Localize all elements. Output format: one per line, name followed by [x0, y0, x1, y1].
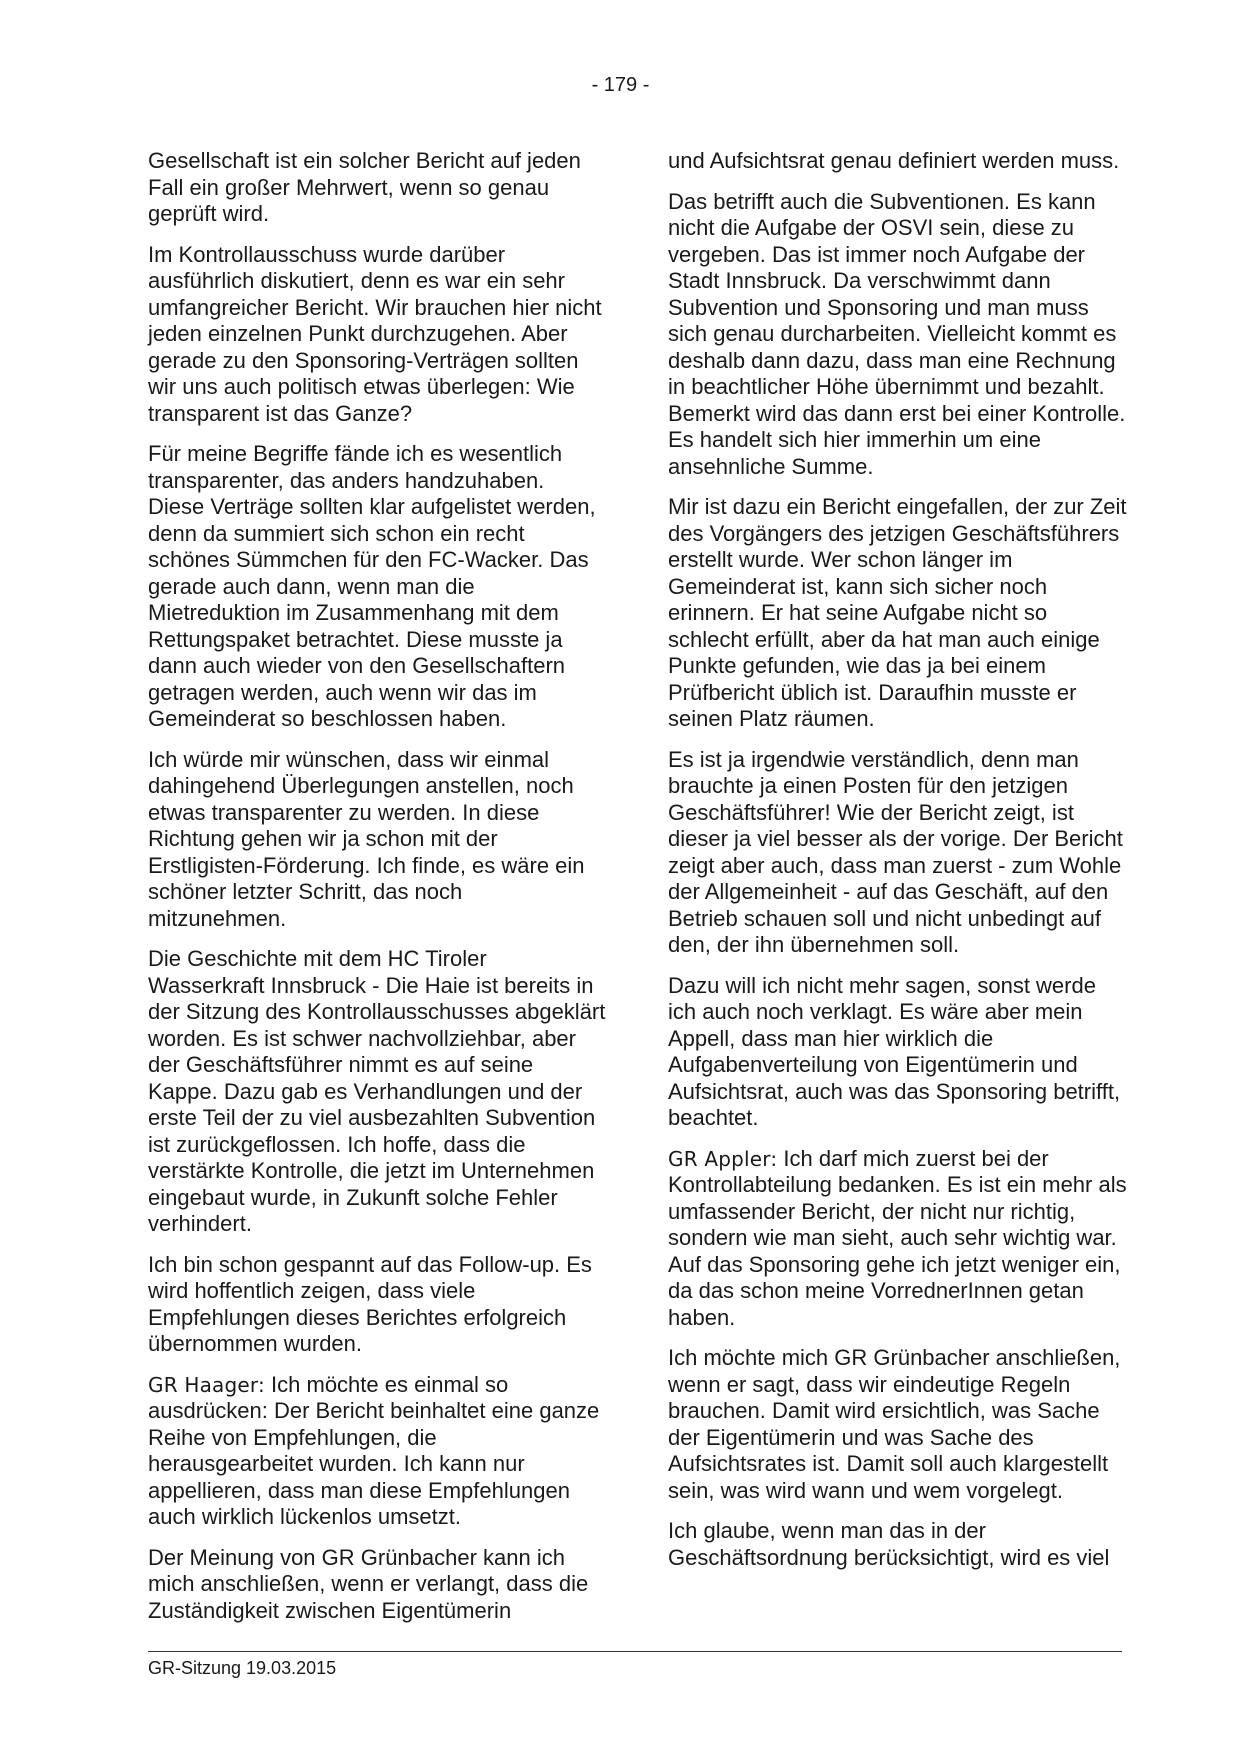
paragraph: Dazu will ich nicht mehr sagen, sonst werde ich auch noch verklagt. Es wäre aber mein Appell, dass man hier wirklich die Aufgabenverteilung von Eigentümerin und Aufsichtsrat, auch was das Sponsoring betrifft, beachtet. [668, 972, 1121, 1130]
speech-text: Ich darf mich zuerst bei der Kontrollabteilung bedanken. Es ist ein mehr als umfassender Bericht, der nicht nur richtig, sondern wie man sieht, auch sehr wichtig war. Auf das Sponsoring gehe ich jetzt weniger ein, da das schon meine VorrednerInnen getan haben. [668, 1145, 1127, 1330]
paragraph: Der Meinung von GR Grünbacher kann ich mich anschließen, wenn er verlangt, dass die Zuständigkeit zwischen Eigentümerin [148, 1544, 589, 1623]
footer: GR-Sitzung 19.03.2015 [148, 1658, 337, 1678]
footer-divider [148, 1651, 1122, 1652]
paragraph: Für meine Begriffe fände ich es wesentlich transparenter, das anders handzuhaben. Diese Verträge sollten klar aufgelistet werden, denn da summiert sich schon ein recht schönes Sümmchen für den FC-Wacker. Das gerade auch dann, wenn man die Mietreduktion im Zusammenhang mit dem Rettungspaket betrachtet. Diese musste ja dann auch wieder von den Gesellschaftern getragen werden, auch wenn wir das im Gemeinderat so beschlossen haben. [148, 441, 596, 731]
paragraph: Mir ist dazu ein Bericht eingefallen, der zur Zeit des Vorgängers des jetzigen Geschäftsführers erstellt wurde. Wer schon länger im Gemeinderat ist, kann sich sicher noch erinnern. Er hat seine Aufgabe nicht so schlecht erfüllt, aber da hat man auch einige Punkte gefunden, wie das ja bei einem Prüfbericht üblich ist. Daraufhin musste er seinen Platz räumen. [668, 494, 1127, 731]
paragraph: und Aufsichtsrat genau definiert werden muss. [668, 148, 1120, 173]
speech-text: Ich möchte es einmal so ausdrücken: Der Bericht beinhaltet eine ganze Reihe von Empfehlungen, die herausgearbeitet wurden. Ich kann nur appellieren, dass man diese Empfehlungen auch wirklich lückenlos umsetzt. [148, 1371, 600, 1529]
paragraph: Das betrifft auch die Subventionen. Es kann nicht die Aufgabe der OSVI sein, diese zu vergeben. Das ist immer noch Aufgabe der Stadt Innsbruck. Da verschwimmt dann Subvention und Sponsoring und man muss sich genau durcharbeiten. Vielleicht kommt es deshalb dann dazu, dass man eine Rechnung in beachtlicher Höhe übernimmt und bezahlt. Bemerkt wird das dann erst bei einer Kontrolle. Es handelt sich hier immerhin um eine ansehnliche Summe. [668, 188, 1126, 479]
paragraph: Gesellschaft ist ein solcher Bericht auf jeden Fall ein großer Mehrwert, wenn so genau geprüft wird. [148, 148, 581, 226]
paragraph: Die Geschichte mit dem HC Tiroler Wasserkraft Innsbruck - Die Haie ist bereits in der Sitzung des Kontrollausschusses abgeklärt worden. Es ist schwer nachvollziehbar, aber der Geschäftsführer nimmt es auf seine Kappe. Dazu gab es Verhandlungen und der erste Teil der zu viel ausbezahlten Subvention ist zurückgeflossen. Ich hoffe, dass die verstärkte Kontrolle, die jetzt im Unternehmen eingebaut wurde, in Zukunft solche Fehler verhindert. [148, 946, 606, 1236]
page-number: - 179 - [591, 74, 650, 96]
right-column [668, 148, 1130, 1585]
paragraph: Ich möchte mich GR Grünbacher anschließen, wenn er sagt, dass wir eindeutige Regeln brauchen. Damit wird ersichtlich, was Sache der Eigentümerin und was Sache des Aufsichtsrates ist. Damit soll auch klargestellt sein, was wird wann und wem vorgelegt. [668, 1345, 1121, 1503]
paragraph: Ich bin schon gespannt auf das Follow-up. Es wird hoffentlich zeigen, dass viele Empfehlungen dieses Berichtes erfolgreich übernommen wurden. [148, 1251, 592, 1356]
paragraph: Es ist ja irgendwie verständlich, denn man brauchte ja einen Posten für den jetzigen Geschäftsführer! Wie der Bericht zeigt, ist dieser ja viel besser als der vorige. Der Bericht zeigt aber auch, dass man zuerst - zum Wohle der Allgemeinheit - auf das Geschäft, auf den Betrieb schauen soll und nicht unbedingt auf den, der ihn übernehmen soll. [668, 746, 1123, 957]
paragraph: Ich würde mir wünschen, dass wir einmal dahingehend Überlegungen anstellen, noch etwas transparenter zu werden. In diese Richtung gehen wir ja schon mit der Erstligisten-Förderung. Ich finde, es wäre ein schöner letzter Schritt, das noch mitzunehmen. [148, 746, 585, 931]
speaker-name: GR Appler: [668, 1146, 778, 1171]
speaker-paragraph-haager [148, 1372, 606, 1531]
paragraph: Ich glaube, wenn man das in der Geschäftsordnung berücksichtigt, wird es viel [668, 1518, 1110, 1570]
speaker-name: GR Haager: [148, 1372, 265, 1397]
paragraph: Im Kontrollausschuss wurde darüber ausführlich diskutiert, denn es war ein sehr umfangreicher Bericht. Wir brauchen hier nicht jeden einzelnen Punkt durchzugehen. Aber gerade zu den Sponsoring-Verträgen sollten wir uns auch politisch etwas überlegen: Wie transparent ist das Ganze? [148, 241, 602, 426]
left-column [148, 148, 606, 1638]
speaker-paragraph-appler [668, 1146, 1130, 1332]
